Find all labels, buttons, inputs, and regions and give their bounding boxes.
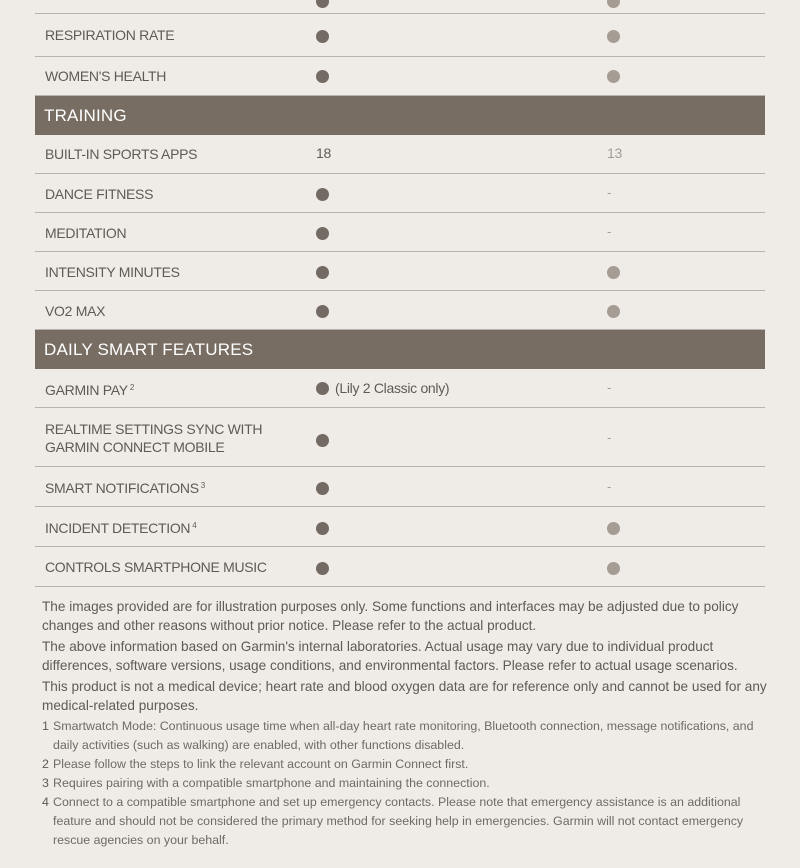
table-row bbox=[35, 0, 765, 14]
feature-dot-icon bbox=[316, 30, 329, 43]
note-paragraph: This product is not a medical device; heart rate and blood oxygen data are for reference only and cannot be used for any medical-related purposes. bbox=[42, 679, 767, 713]
feature-dot-icon bbox=[316, 482, 329, 495]
table-row bbox=[35, 507, 765, 547]
row-label: VO2 MAX bbox=[45, 303, 106, 319]
footnote: 3 Requires pairing with a compatible smartphone and maintaining the connection. bbox=[42, 776, 490, 790]
footnote: 2 Please follow the steps to link the relevant account on Garmin Connect first. bbox=[42, 757, 469, 771]
table-row bbox=[35, 135, 765, 174]
row-label: GARMIN PAY $^2$ bbox=[45, 382, 134, 398]
table-row bbox=[35, 291, 765, 330]
dash-cell: - bbox=[607, 224, 612, 239]
table-row bbox=[35, 408, 765, 467]
table-row bbox=[35, 252, 765, 291]
row-label: RESPIRATION RATE bbox=[45, 27, 175, 43]
row-label: DANCE FITNESS bbox=[45, 186, 154, 202]
table-row bbox=[35, 57, 765, 96]
feature-comparison-table bbox=[35, 0, 765, 587]
table-row bbox=[35, 174, 765, 213]
feature-dot-icon bbox=[316, 0, 329, 8]
footnote: 1 Smartwatch Mode: Continuous usage time when all-day heart rate monitoring, Bluetooth connection, message notifications, and daily activities (such as walking) are enabled, with other functions disabled. bbox=[42, 719, 754, 752]
feature-dot-icon bbox=[316, 382, 329, 395]
note-paragraph: The images provided are for illustration purposes only. Some functions and interfaces may be adjusted due to policy changes and other reasons without prior notice. Please refer to the actual product. bbox=[42, 599, 739, 633]
row-label: REALTIME SETTINGS SYNC WITH GARMIN CONNECT MOBILE bbox=[45, 421, 263, 455]
dash-cell: - bbox=[607, 430, 612, 445]
feature-dot-icon bbox=[316, 562, 329, 575]
row-label: WOMEN'S HEALTH bbox=[45, 68, 167, 84]
feature-dot-icon bbox=[607, 30, 620, 43]
feature-dot-icon bbox=[316, 522, 329, 535]
section-header-daily-smart-features: DAILY SMART FEATURES bbox=[35, 330, 765, 369]
disclaimer-notes bbox=[42, 597, 768, 850]
row-label: MEDITATION bbox=[45, 225, 127, 241]
row-label: BUILT-IN SPORTS APPS bbox=[45, 146, 198, 162]
dash-cell: - bbox=[607, 380, 612, 395]
feature-dot-icon bbox=[316, 434, 329, 447]
feature-dot-icon bbox=[607, 70, 620, 83]
row-label: INCIDENT DETECTION $^4$ bbox=[45, 520, 197, 536]
feature-note: (Lily 2 Classic only) bbox=[335, 380, 450, 397]
footnote: 4 Connect to a compatible smartphone and set up emergency contacts. Please note that emergency assistance is an additional feature and should not be considered the primary method for seeking help in emergencies. Garmin will not contact emergency rescue agencies on your behalf. bbox=[42, 795, 744, 847]
feature-dot-icon bbox=[607, 0, 620, 8]
feature-dot-icon bbox=[316, 188, 329, 201]
feature-dot-icon bbox=[607, 266, 620, 279]
table-row bbox=[35, 467, 765, 507]
feature-dot-icon bbox=[316, 266, 329, 279]
feature-dot-icon bbox=[607, 562, 620, 575]
dash-cell: - bbox=[607, 479, 612, 494]
value-cell: 13 bbox=[607, 145, 622, 161]
feature-dot-icon bbox=[316, 70, 329, 83]
feature-dot-icon bbox=[607, 305, 620, 318]
feature-dot-icon bbox=[607, 522, 620, 535]
section-header-training: TRAINING bbox=[35, 96, 765, 135]
table-row bbox=[35, 369, 765, 408]
value-cell: 18 bbox=[316, 145, 331, 161]
row-label: CONTROLS SMARTPHONE MUSIC bbox=[45, 559, 267, 575]
table-row bbox=[35, 547, 765, 587]
row-label: INTENSITY MINUTES bbox=[45, 264, 180, 280]
feature-dot-icon bbox=[316, 305, 329, 318]
note-paragraph: The above information based on Garmin's internal laboratories. Actual usage may vary due to individual product differences, software versions, usage conditions, and environmental factors. Please refer to actual usage scenarios. bbox=[42, 639, 738, 673]
row-label: SMART NOTIFICATIONS $^3$ bbox=[45, 480, 205, 496]
table-row bbox=[35, 14, 765, 57]
feature-dot-icon bbox=[316, 227, 329, 240]
dash-cell: - bbox=[607, 185, 612, 200]
table-row bbox=[35, 213, 765, 252]
